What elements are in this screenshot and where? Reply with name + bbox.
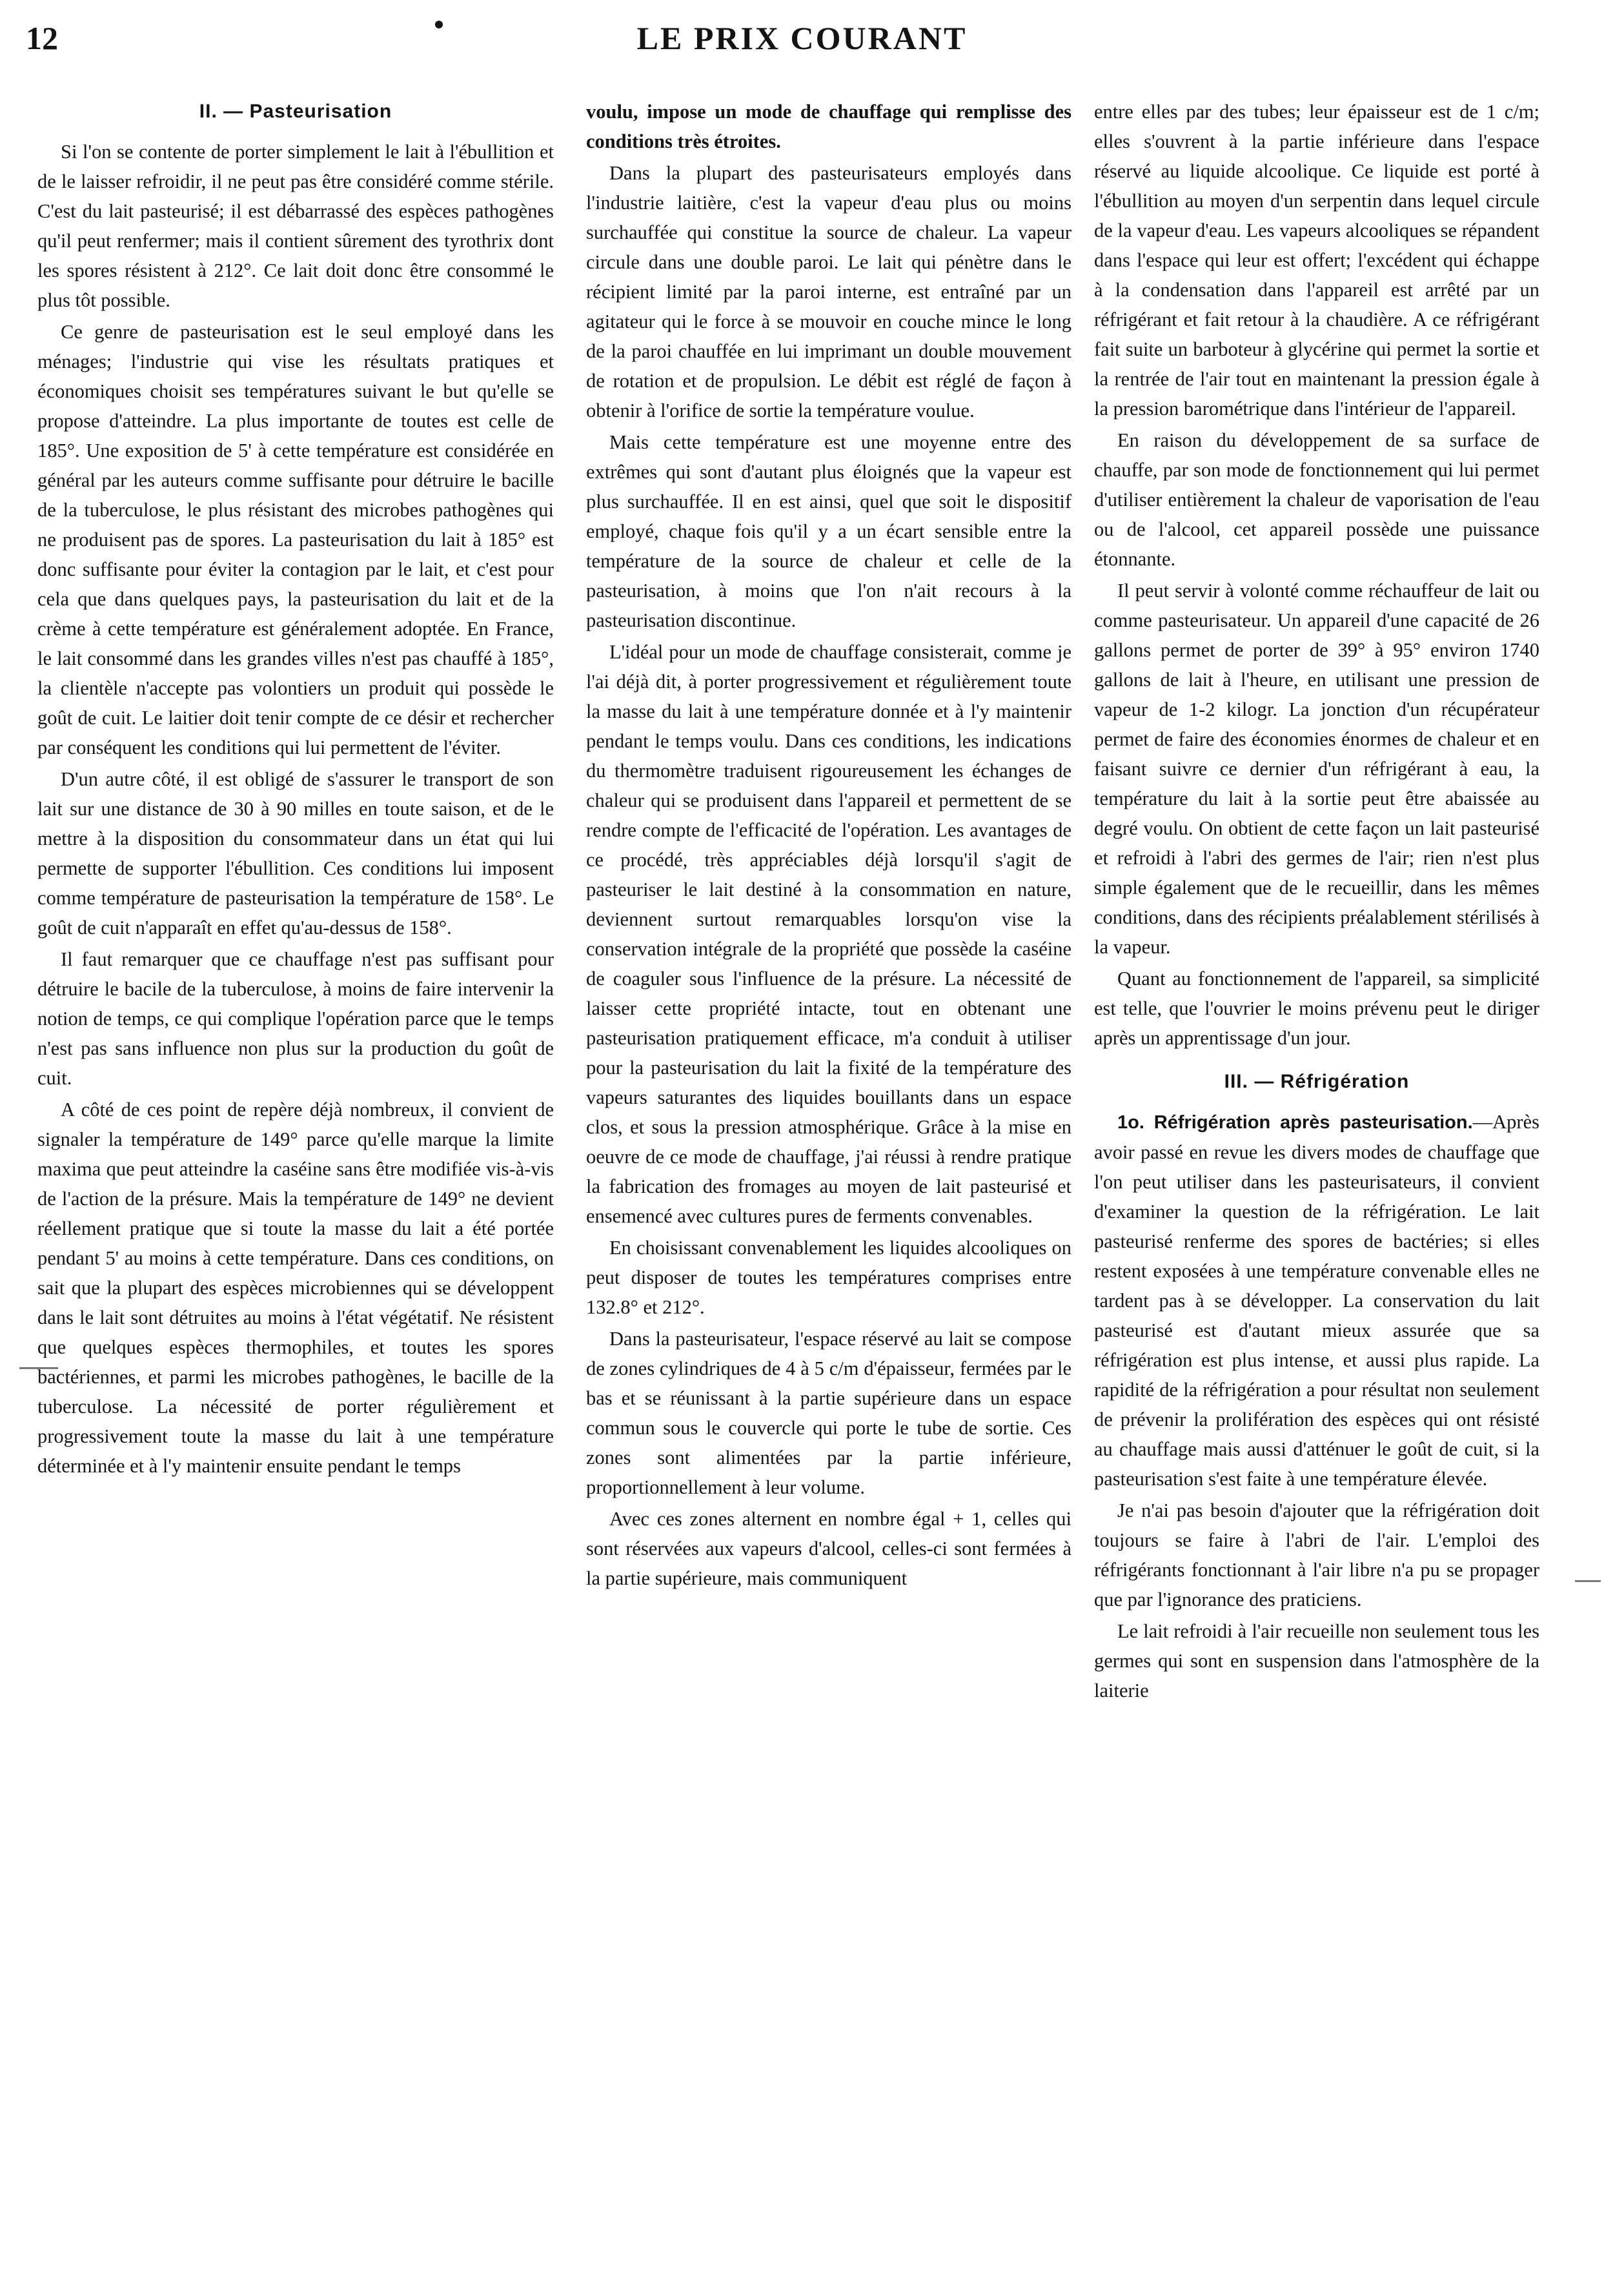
- paragraph: Le lait refroidi à l'air recueille non seulement tous les germes qui sont en suspension dans l'atmosphère de la laiterie: [1094, 1620, 1539, 1702]
- page-number: 12: [26, 20, 58, 56]
- subsection-text: —Après avoir passé en revue les divers modes de chauffage que l'on peut utiliser dans les pasteurisateurs, il convient d'examiner la question de la réfrigération. Le lait pasteurisé renferme des spores de bactéries; si elles restent exposées à une température convenable elles ne tardent pas à se développer. La conservation du lait pasteurisé est d'autant mieux assurée que sa réfrigération est plus intense, et aussi plus rapide. La rapidité de la réfrigération a pour résultat non seulement de prévenir la prolifération des espèces qui ont résisté au chauffage mais aussi d'atténuer le goût de cuit, si la pasteurisation s'est faite à une température élevée.: [1094, 1111, 1539, 1490]
- paragraph: Avec ces zones alternent en nombre égal + 1, celles qui sont réservées aux vapeurs d'alcool, celles-ci sont fermées à la partie supérieure, mais communiquent: [586, 1508, 1071, 1589]
- column-3: [1094, 97, 1539, 1707]
- paragraph: En raison du développement de sa surface de chauffe, par son mode de fonctionnement qui lui permet d'utiliser entièrement la chaleur de vaporisation de l'eau ou de l'alcool, cet appareil possède une puissance étonnante.: [1094, 429, 1539, 570]
- paragraph: Si l'on se contente de porter simplement le lait à l'ébullition et de le laisser refroidir, il ne peut pas être considéré comme stérile. C'est du lait pasteurisé; il est débarrassé des espèces pathogènes qu'il peut renfermer; mais il contient sûrement des tyrothrix dont les spores résistent à 212°. Ce lait doit donc être consommé le plus tôt possible.: [37, 141, 554, 311]
- column-1: [37, 97, 554, 1483]
- subsection-heading: 1o. Réfrigération après pasteurisation.: [1117, 1112, 1473, 1133]
- paragraph: En choisissant convenablement les liquides alcooliques on peut disposer de toutes les températures comprises entre 132.8° et 212°.: [586, 1237, 1071, 1318]
- ink-dot: [435, 21, 443, 28]
- paragraph: Mais cette température est une moyenne entre des extrêmes qui sont d'autant plus éloignés que la vapeur est plus surchauffée. Il en est ainsi, quel que soit le dispositif employé, chaque fois qu'il y a un écart sensible entre la température de la source de chaleur et celle de la pasteurisation, à moins que l'on n'ait recours à la pasteurisation discontinue.: [586, 431, 1071, 631]
- section-heading-refrigeration: III. — Réfrigération: [1224, 1071, 1410, 1092]
- paragraph: L'idéal pour un mode de chauffage consisterait, comme je l'ai déjà dit, à porter progressivement et régulièrement toute la masse du lait à une température donnée et à l'y maintenir pendant le temps voulu. Dans ces conditions, les indications du thermomètre traduisent rigoureusement les échanges de chaleur qui se produisent dans l'appareil et permettent de se rendre compte de l'efficacité de l'opération. Les avantages de ce procédé, très appréciables déjà lorsqu'il s'agit de pasteuriser le lait destiné à la consommation en nature, deviennent surtout remarquables lorsqu'on vise la conservation intégrale de la propriété que possède la caséine de coaguler sous l'influence de la présure. La nécessité de laisser cette propriété intacte, tout en obtenant une pasteurisation pratiquement efficace, m'a conduit à utiliser pour la pasteurisation du lait la fixité de la température des vapeurs saturantes des liquides bouillants dans un espace clos, et sous la pression atmosphérique. Grâce à la mise en oeuvre de ce mode de chauffage, j'ai réussi à rendre pratique la fabrication des fromages au moyen de lait pasteurisé et ensemencé avec cultures pures de ferments convenables.: [586, 641, 1071, 1227]
- section-heading-pasteurisation: II. — Pasteurisation: [199, 101, 392, 122]
- paragraph: Il peut servir à volonté comme réchauffeur de lait ou comme pasteurisateur. Un appareil d'une capacité de 26 gallons permet de porter de 39° à 95° environ 1740 gallons de lait à l'heure, en utilisant une pression de vapeur de 1-2 kilogr. La jonction d'un récupérateur permet de faire des économies énormes de chaleur et en faisant suivre ce dernier d'un réfrigérant à eau, la température du lait à la sortie peut être abaissée au degré voulu. On obtient de cette façon un lait pasteurisé et refroidi à l'abri des germes de l'air; rien n'est plus simple également que de le recueillir, dans les mêmes conditions, dans des récipients préalablement stérilisés à la vapeur.: [1094, 580, 1539, 958]
- journal-title: LE PRIX COURANT: [636, 20, 968, 56]
- column-2: [586, 97, 1071, 1595]
- paragraph: A côté de ces point de repère déjà nombreux, il convient de signaler la température de 149° parce qu'elle marque la limite maxima que peut atteindre la caséine sans être modifiée vis-à-vis de l'action de la présure. Mais la température de 149° ne devient réellement pratique que si toute la masse du lait a été portée pendant 5' au moins à cette température. Dans ces conditions, on sait que la plupart des espèces microbiennes qui se développent dans le lait sont détruites au moins à l'état végétatif. Ne résistent que quelques espèces thermophiles, et toutes les spores bactériennes, et parmi les microbes pathogènes, le bacille de la tuberculose. La nécessité de porter régulièrement et progressivement toute la masse du lait à une température déterminée et à l'y maintenir ensuite pendant le temps: [37, 1099, 554, 1477]
- paragraph: Ce genre de pasteurisation est le seul employé dans les ménages; l'industrie qui vise les résultats pratiques et économiques choisit ses températures suivant le but qu'elle se propose d'atteindre. La plus importante de toutes est celle de 185°. Une exposition de 5' à cette température est considérée en général par les auteurs comme suffisante pour détruire le bacille de la tuberculose, le plus résistant des microbes pathogènes qui ne produisent pas de spores. La pasteurisation du lait à 185° est donc suffisante pour éviter la contagion par le lait, et c'est pour cela que dans quelques pays, la pasteurisation du lait et de la crème à cette température est généralement adoptée. En France, le lait consommé dans les grandes villes n'est pas chauffé à 185°, la clientèle n'accepte pas volontiers un produit qui possède le goût de cuit. Le laitier doit tenir compte de ce désir et rechercher par conséquent les conditions qui lui permettent de l'éviter.: [37, 321, 554, 758]
- paragraph: Dans la plupart des pasteurisateurs employés dans l'industrie laitière, c'est la vapeur d'eau plus ou moins surchauffée qui constitue la source de chaleur. La vapeur circule dans une double paroi. Le lait qui pénètre dans le récipient limité par la paroi interne, est entraîné par un agitateur qui le force à se mouvoir en couche mince le long de la paroi chauffée en lui imprimant un double mouvement de rotation et de propulsion. Le débit est réglé de façon à obtenir à l'orifice de sortie la température voulue.: [586, 162, 1071, 422]
- paragraph: Il faut remarquer que ce chauffage n'est pas suffisant pour détruire le bacile de la tuberculose, à moins de faire intervenir la notion de temps, ce qui complique l'opération parce que le temps n'est pas sans influence non plus sur la production du goût de cuit.: [37, 948, 554, 1089]
- paragraph: Quant au fonctionnement de l'appareil, sa simplicité est telle, que l'ouvrier le moins prévenu peut le diriger après un apprentissage d'un jour.: [1094, 968, 1539, 1049]
- paragraph: D'un autre côté, il est obligé de s'assurer le transport de son lait sur une distance de 30 à 90 milles en toute saison, et de le mettre à la disposition du consommateur dans un état qui lui permette de supporter l'ébullition. Ces conditions lui imposent comme température de pasteurisation la température de 158°. Le goût de cuit n'apparaît en effet qu'au-dessus de 158°.: [37, 768, 554, 939]
- paragraph: [1094, 1107, 1539, 1494]
- paragraph-continued: entre elles par des tubes; leur épaisseur est de 1 c/m; elles s'ouvrent à la partie inférieure dans l'espace réservé au liquide alcoolique. Ce liquide est porté à l'ébullition au moyen d'un serpentin dans lequel circule de la vapeur d'eau. Les vapeurs alcooliques se répandent dans l'espace qui leur est offert; l'excédent qui échappe à la condensation dans l'appareil est arrêté par un réfrigérant et fait retour à la chaudière. A ce réfrigérant fait suite un barboteur à glycérine qui permet la sortie et la rentrée de l'air tout en maintenant la pression égale à la pression barométrique dans l'intérieur de l'appareil.: [1094, 101, 1539, 420]
- paragraph: Dans la pasteurisateur, l'espace réservé au lait se compose de zones cylindriques de 4 à 5 c/m d'épaisseur, fermées par le bas et se réunissant à la partie supérieure dans un espace commun sous le couvercle qui porte le tube de sortie. Ces zones sont alimentées par la partie inférieure, proportionnellement à leur volume.: [586, 1328, 1071, 1498]
- page-header: [0, 19, 1604, 71]
- paragraph-continued: voulu, impose un mode de chauffage qui remplisse des conditions très étroites.: [586, 101, 1071, 152]
- paragraph: Je n'ai pas besoin d'ajouter que la réfrigération doit toujours se faire à l'abri de l'air. L'emploi des réfrigérants fonctionnant à l'air libre n'a pu se propager que par l'ignorance des praticiens.: [1094, 1499, 1539, 1610]
- margin-mark-right: [1575, 1580, 1601, 1582]
